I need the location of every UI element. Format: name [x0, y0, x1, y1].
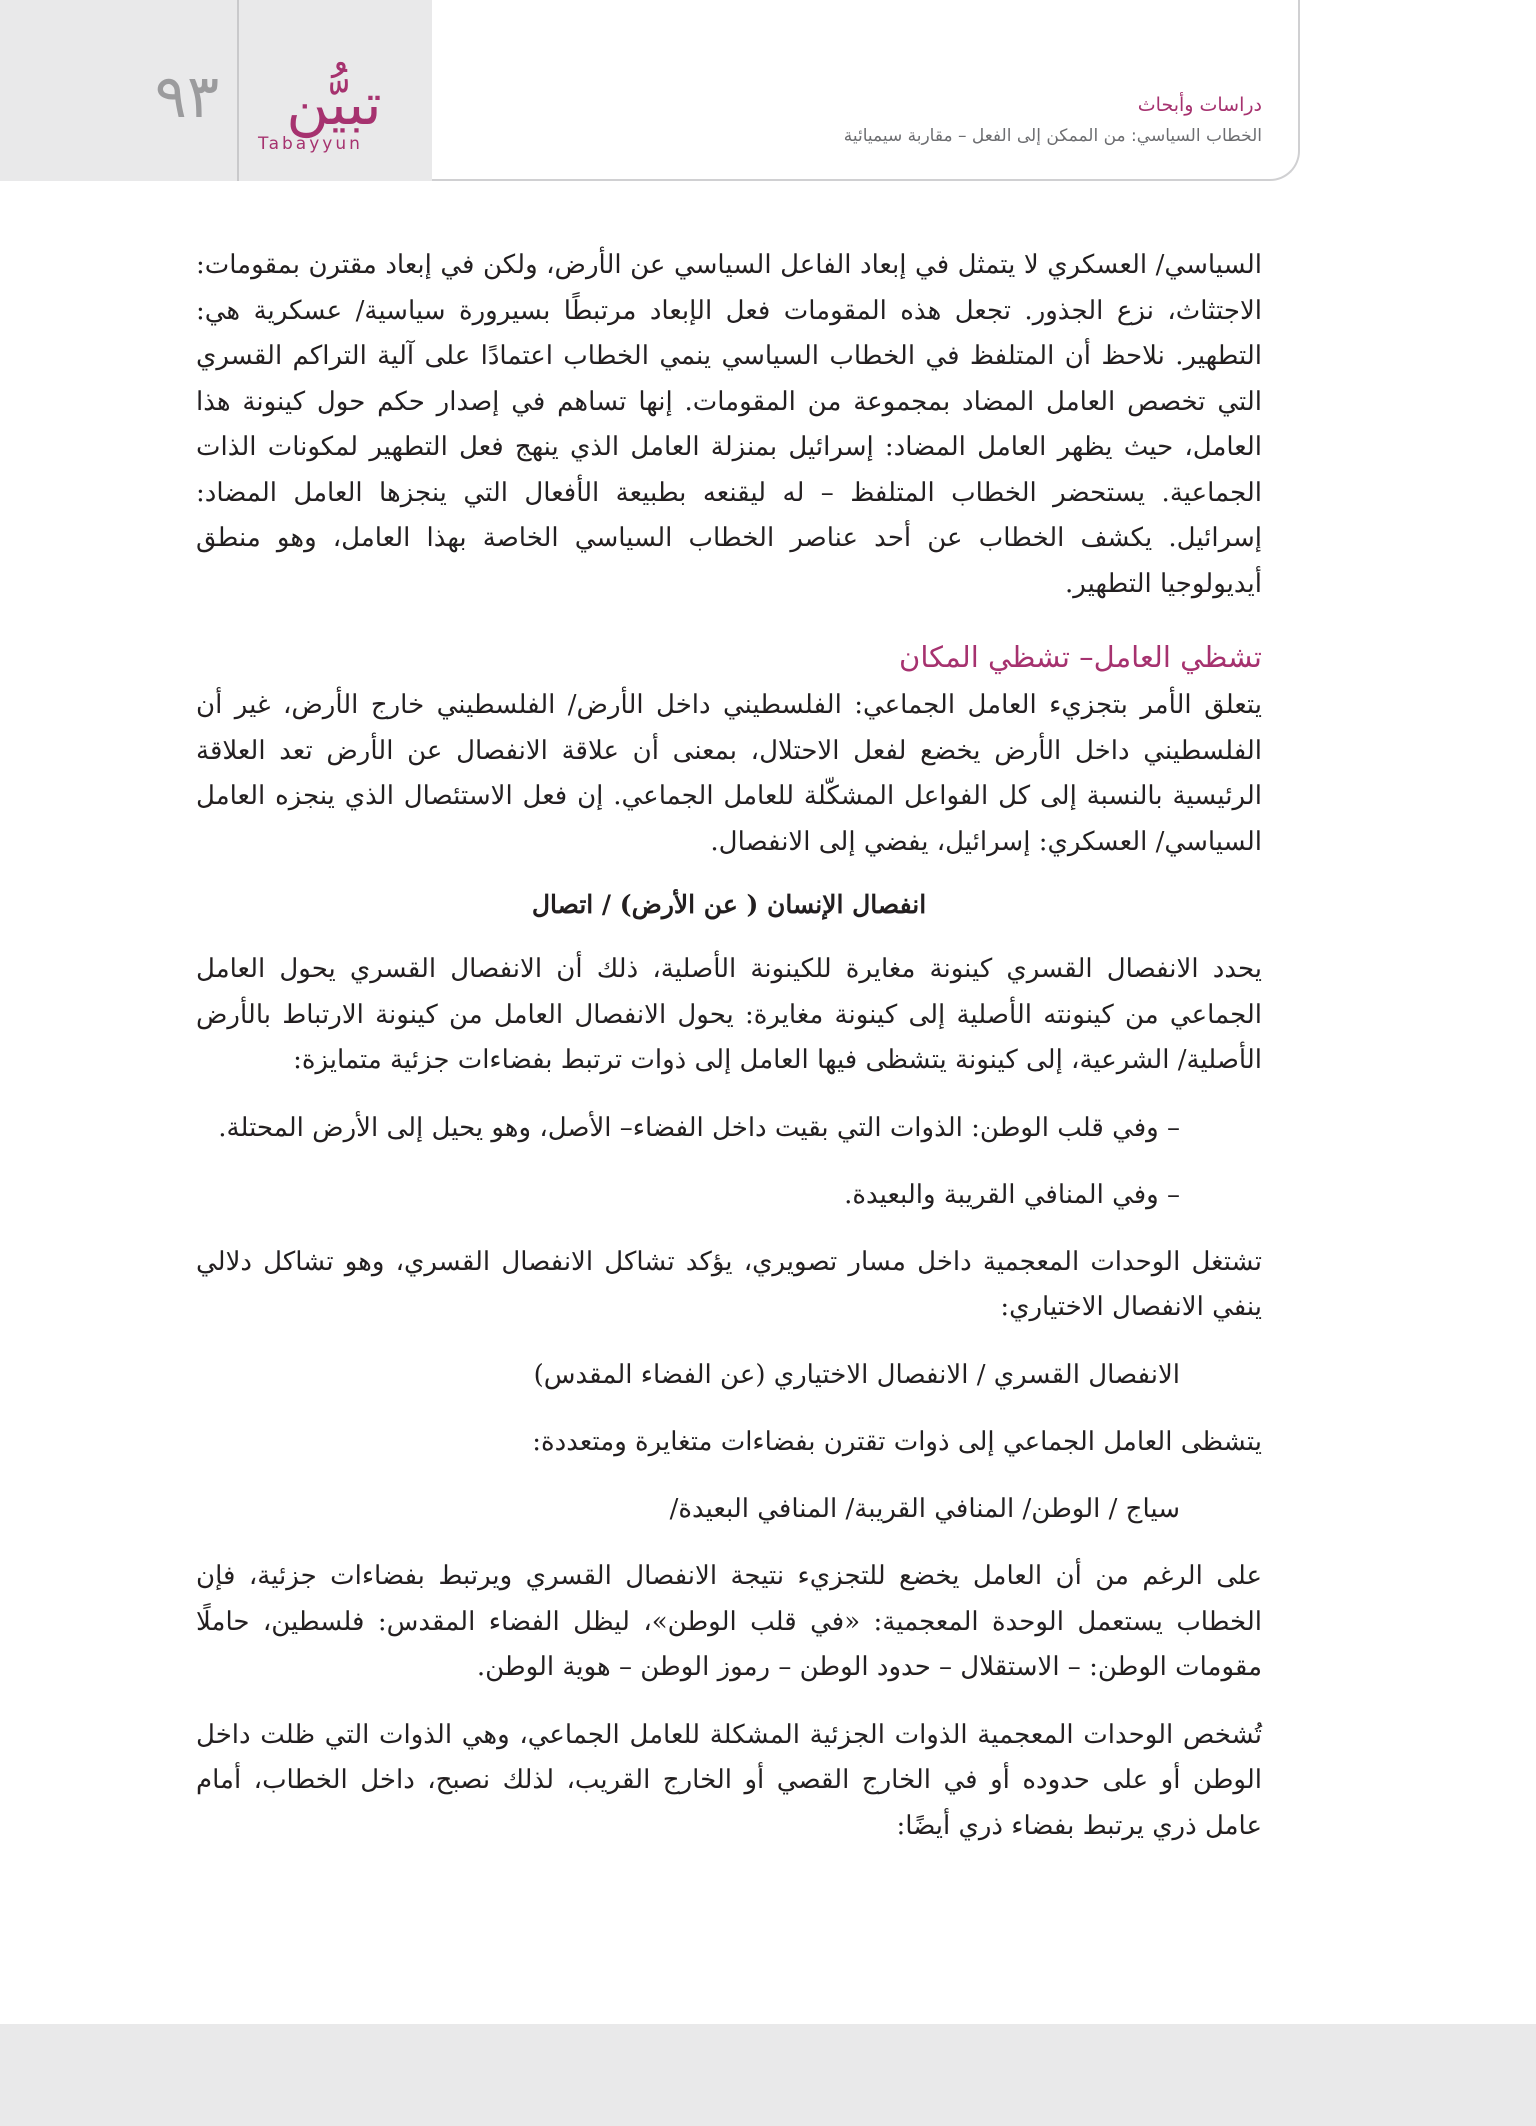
bullet-item-1: – وفي قلب الوطن: الذوات التي بقيت داخل الفضاء– الأصل، وهو يحيل إلى الأرض المحتلة. [218, 1112, 1180, 1143]
section-heading: تشظي العامل– تشظي المكان [899, 640, 1262, 674]
paragraph-2: يتعلق الأمر بتجزيء العامل الجماعي: الفلسطيني داخل الأرض/ الفلسطيني خارج الأرض، غير أن الفلسطيني داخل الأرض يخضع لفعل الاحتلال، بمعنى أن علاقة الانفصال عن الأرض تعد العلاقة الرئيسية بالنسبة إلى كل الفواعل المشكّلة للعامل الجماعي. إن فعل الاستئصال الذي ينجزه العامل السياسي/ العسكري: إسرائيل، يفضي إلى الانفصال. [196, 690, 1262, 857]
paragraph-7: تُشخص الوحدات المعجمية الذوات الجزئية المشكلة للعامل الجماعي، وهي الذوات التي ظلت داخل الوطن أو على حدوده أو في الخارج القصي أو الخارج القريب، لذلك نصبح، داخل الخطاب، أمام عامل ذري يرتبط بفضاء ذري أيضًا: [196, 1719, 1262, 1841]
header-divider [237, 0, 239, 181]
bullet-item-2: – وفي المنافي القريبة والبعيدة. [844, 1179, 1180, 1210]
paragraph-4: تشتغل الوحدات المعجمية داخل مسار تصويري، يؤكد تشاكل الانفصال القسري، وهو تشاكل دلالي ينفي الانفصال الاختياري: [196, 1246, 1262, 1322]
paragraph-3: يحدد الانفصال القسري كينونة مغايرة للكينونة الأصلية، ذلك أن الانفصال القسري يحول العامل الجماعي من كينونته الأصلية إلى كينونة مغايرة: يحول الانفصال العامل من كينونة الارتباط بالأرض الأصلية/ الشرعية، إلى كينونة يتشظى فيها العامل إلى ذوات ترتبط بفضاءات جزئية متمايزة: [196, 954, 1262, 1075]
logo-latin-wordmark: Tabayyun [258, 134, 363, 154]
intro-paragraph: السياسي/ العسكري لا يتمثل في إبعاد الفاعل السياسي عن الأرض، ولكن في إبعاد مقترن بمقومات: الاجتثاث، نزع الجذور. تجعل هذه المقومات فعل الإبعاد مرتبطًا بسيرورة سياسية/ عسكرية هي: التطهير. نلاحظ أن المتلفظ في الخطاب السياسي ينمي الخطاب اعتمادًا على آلية التراكم القسري التي تخصص العامل المضاد بمجموعة من المقومات. إنها تساهم في إصدار حكم حول كينونة هذا العامل، حيث يظهر العامل المضاد: إسرائيل بمنزلة العامل الذي ينهج فعل التطهير لمكونات الذات الجماعية. يستحضر الخطاب المتلفظ – له ليقنعه بطبيعة الأفعال التي ينجزها العامل المضاد: إسرائيل. يكشف الخطاب عن أحد عناصر الخطاب السياسي الخاصة بهذا العامل، وهو منطق أيديولوجيا التطهير. [196, 250, 1262, 599]
formula-2: سياج / الوطن/ المنافي القريبة/ المنافي البعيدة/ [669, 1494, 1180, 1524]
journal-logo [254, 70, 414, 165]
footer-band [0, 2024, 1536, 2126]
section-label: دراسات وأبحاث [1137, 94, 1262, 116]
formula-1: الانفصال القسري / الانفصال الاختياري (عن الفضاء المقدس) [533, 1359, 1180, 1390]
page-number: ٩٣ [154, 62, 220, 132]
paragraph-5: يتشظى العامل الجماعي إلى ذوات تقترن بفضاءات متغايرة ومتعددة: [532, 1426, 1262, 1457]
running-title: الخطاب السياسي: من الممكن إلى الفعل – مقاربة سيميائية [843, 126, 1262, 146]
article-body [196, 243, 1262, 1849]
paragraph-6: على الرغم من أن العامل يخضع للتجزيء نتيجة الانفصال القسري ويرتبط بفضاءات جزئية، فإن الخطاب يستعمل الوحدة المعجمية: «في قلب الوطن»، ليظل الفضاء المقدس: فلسطين، حاملًا مقومات الوطن: – الاستقلال – حدود الوطن – رموز الوطن – هوية الوطن. [196, 1561, 1262, 1682]
logo-arabic-wordmark: تبيُّن [286, 70, 382, 138]
subheading: انفصال الإنسان ( عن الأرض) / اتصال [531, 890, 927, 919]
